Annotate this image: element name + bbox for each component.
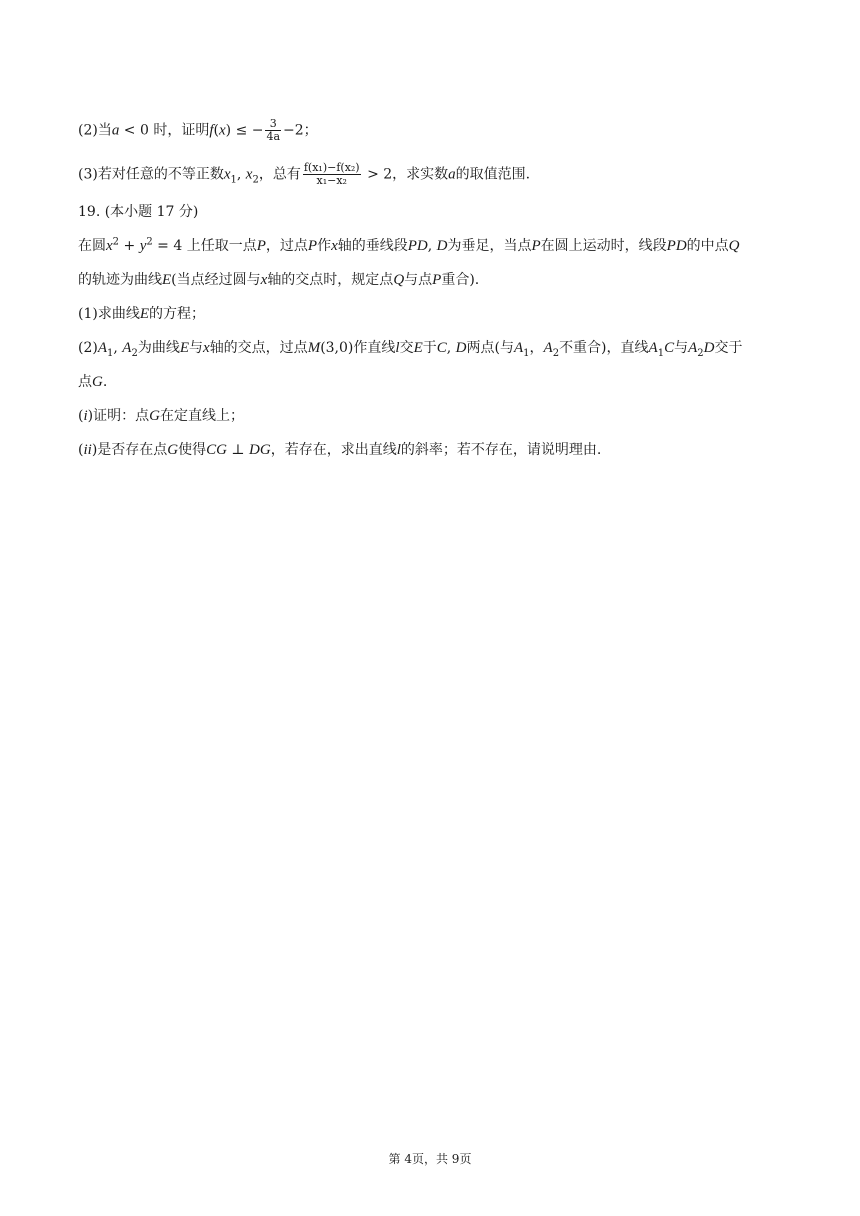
- question-19-header: 19. (本小题 17 分): [78, 204, 199, 220]
- question-19-intro-line-1: 在圆$x^2 + y^2 = 4$ 上任取一点P，过点P作x轴的垂线段PD, D为垂足，当点P在圆上运动时，线段PD的中点Q: [78, 236, 740, 254]
- question-19-part-ii: (ii)是否存在点G使得CG ⊥ DG，若存在，求出直线l的斜率；若不存在，请说明理由.: [78, 442, 602, 458]
- page-footer: 第 4页，共 9页: [388, 1152, 472, 1166]
- question-18-part-2: (2)当a < 0 时，证明f(x) ≤ − $\frac{3}{4a}$ −2；: [78, 117, 318, 143]
- question-19-part-2: $(2)A_1$, $A_2$为曲线E与x轴的交点，过点M(3,0)作直线l交E于C, D两点(与$A_1$，$A_2$不重合)，直线$A_1C$与$A_2D$交于: [78, 340, 743, 359]
- fraction: $\frac{3}{4a}$: [266, 117, 281, 143]
- fraction: $\frac{\text{f(x₁)−f(x₂)}}{\text{x₁−x₂}}$: [303, 161, 360, 187]
- question-19-intro-line-2: 的轨迹为曲线E(当点经过圆与x轴的交点时，规定点Q与点P重合).: [78, 272, 480, 288]
- question-18-part-3: (3)若对任意的不等正数$x_1$, $x_2$，总有 $\frac{\text{f(x₁)−f(x₂)}}{\text{x₁−x₂}}$ > 2，求实数a的取值范围.: [78, 161, 531, 187]
- question-19-part-1: (1)求曲线E的方程；: [78, 306, 206, 322]
- question-19-part-i: (i)证明：点G在定直线上；: [78, 408, 244, 424]
- question-19-part-2-cont: 点G.: [78, 374, 108, 390]
